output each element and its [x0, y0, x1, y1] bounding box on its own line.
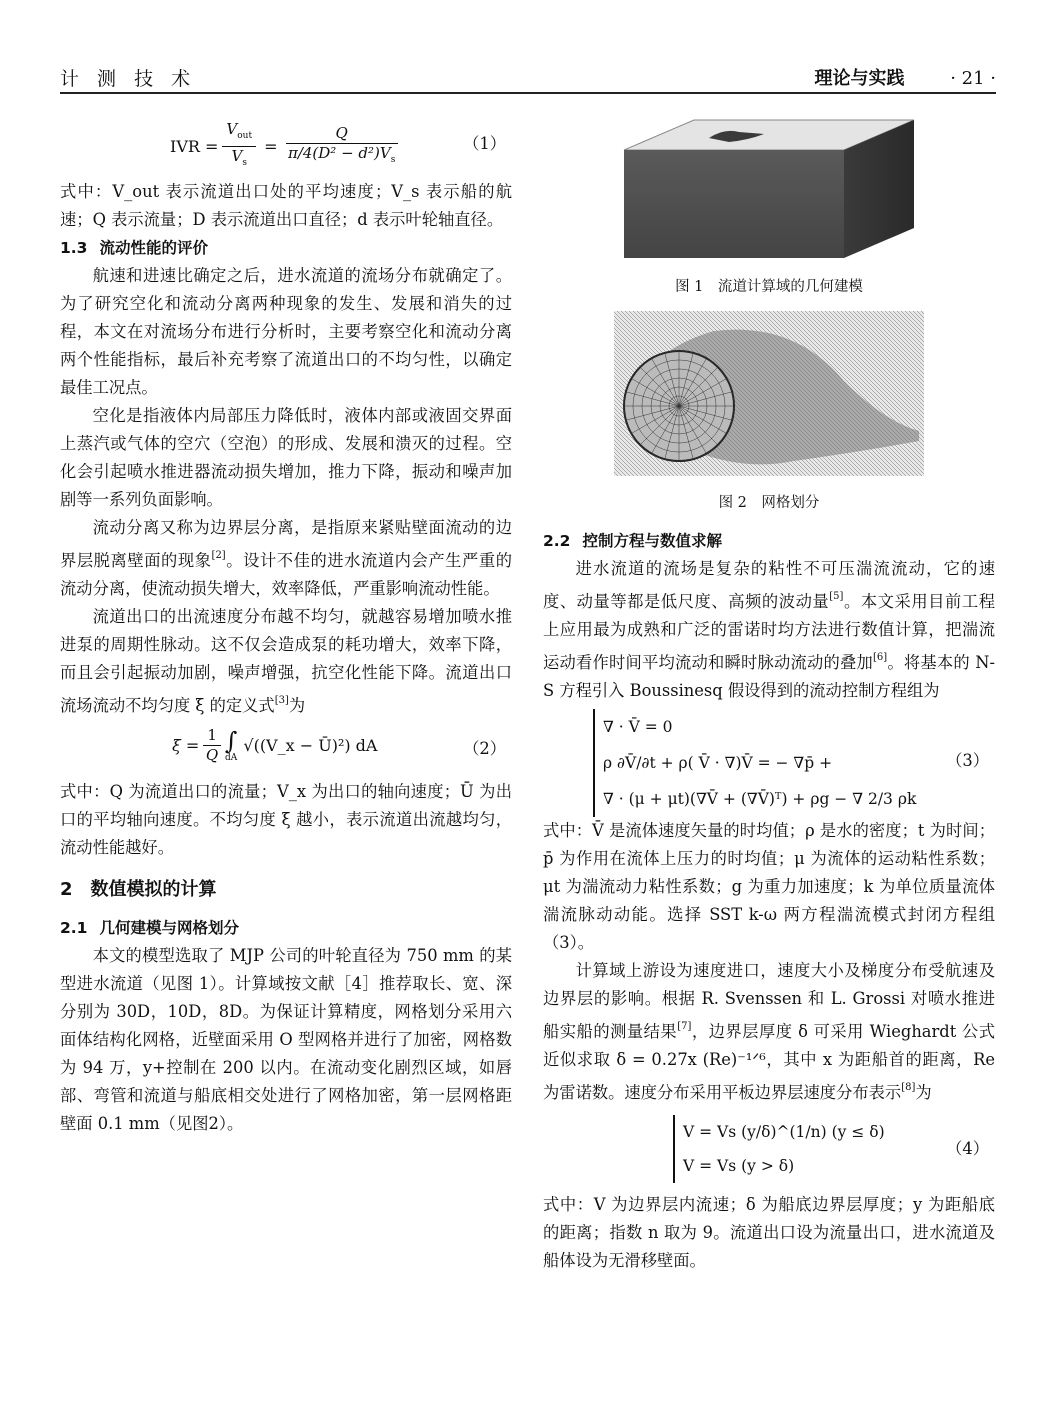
- eq2-num: 1: [203, 726, 221, 746]
- section-2-2-number: 2.2: [543, 532, 571, 550]
- eq2-number: （2）: [463, 739, 506, 758]
- citation-7: [7]: [677, 1021, 692, 1032]
- figure-1: [543, 110, 995, 269]
- paragraph-7-text-c: 。将基本的 N-S 方程引入 Boussinesq 假设得到的流动控制方程组为: [543, 653, 995, 700]
- journal-name: 计 测 技 术: [60, 68, 197, 90]
- figure-1-caption: 图 1 流道计算域的几何建模: [675, 279, 863, 295]
- section-2-1-heading: [60, 914, 512, 942]
- equation-2: [60, 720, 512, 778]
- equation-1: [60, 110, 512, 178]
- paragraph-7: [543, 555, 995, 705]
- eq3-number: （3）: [946, 751, 989, 770]
- paragraph-3-text-a: 流动分离又称为边界层分离，是指原来紧贴壁面流动的边界层脱离壁面的现象: [60, 518, 512, 570]
- paragraph-9: [543, 957, 995, 1107]
- paragraph-5: 式中：Q 为流道出口的流量；V_x 为出口的轴向速度；Ū 为出口的平均轴向速度。不均匀度 ξ 越小，表示流道出流越均匀，流动性能越好。: [60, 782, 512, 857]
- paragraph-1: 航速和进速比确定之后，进水流道的流场分布就确定了。为了研究空化和流动分离两种现象的发生、发展和消失的过程，本文在对流场分布进行分析时，主要考察空化和流动分离两个性能指标，最后补充考察了流道出口的不均匀性，以确定最佳工况点。: [60, 266, 512, 397]
- paragraph-3: [60, 514, 512, 603]
- paragraph-9-text-a: 计算域上游设为速度进口，速度大小及梯度分布受航速及边界层的影响。根据 R. Svenssen 和 L. Grossi 对喷水推进船实船的测量结果: [543, 961, 995, 1041]
- figure-2-image: [614, 311, 924, 476]
- eq4-line-1: V = Vs (y/δ)^(1/n) (y ≤ δ): [683, 1123, 885, 1141]
- eq1-frac1-den: V: [231, 147, 243, 165]
- page-number: · 21 ·: [950, 68, 996, 89]
- eq1-definition: 式中：V_out 表示流道出口处的平均速度；V_s 表示船的航速；Q 表示流量；D 表示流道出口直径；d 表示叶轮轴直径。: [60, 182, 512, 229]
- section-2-number: 2: [60, 879, 73, 900]
- eq1-equals: =: [264, 136, 278, 156]
- paragraph-9-text-c: 为: [915, 1083, 932, 1102]
- paragraph-4-text-b: 为: [288, 696, 306, 715]
- paragraph-2: 空化是指液体内局部压力降低时，液体内部或液固交界面上蒸汽或气体的空穴（空泡）的形成、发展和溃灭的过程。空化会引起喷水推进器流动损失增加，推力下降，振动和噪声加剧等一系列负面影响。: [60, 406, 512, 509]
- eq2-frac: [203, 726, 221, 765]
- left-column: [60, 110, 512, 1138]
- eq1-frac2: [286, 124, 398, 170]
- section-2-1-title: 几何建模与网格划分: [99, 919, 239, 937]
- equation-3: [543, 705, 995, 817]
- section-name: 理论与实践: [814, 68, 905, 89]
- eq3-line-2: ρ ∂V̄/∂t + ρ( V̄ · ∇)V̄ = − ∇p̄ +: [603, 754, 833, 772]
- section-2-2-title: 控制方程与数值求解: [582, 532, 722, 550]
- paragraph-7-text-a: 进水流道的流场是复杂的粘性不可压湍流流动，它的速度、动量等都是低尺度、高频的波动量: [543, 559, 995, 611]
- eq1-frac2-num: Q: [335, 123, 348, 142]
- eq2-body: √((V_x − Ū)²) dA: [243, 735, 378, 755]
- section-2-heading: [60, 876, 512, 904]
- section-2-2-heading: [543, 527, 995, 555]
- figure-2: [543, 311, 995, 485]
- figure-2-caption: 图 2 网格划分: [718, 495, 820, 511]
- citation-5: [5]: [829, 591, 844, 602]
- paragraph-6: 本文的模型选取了 MJP 公司的叶轮直径为 750 mm 的某型进水流道（见图 1）。计算域按文献［4］推荐取长、宽、深分别为 30D，10D，8D。为保证计算精度，网格划分采用六面体结构化网格，近壁面采用 O 型网格并进行了加密，网格数为 94 万，y+控制在 200 以内。在流动变化剧烈区域，如唇部、弯管和流道与船底相交处进行了网格加密，第一层网格距壁面 0.1 mm（见图2）。: [60, 946, 512, 1133]
- section-2-title: 数值模拟的计算: [90, 879, 217, 900]
- eq2-integral-sign: ∫: [224, 726, 238, 755]
- eq2-lhs: ξ =: [172, 735, 200, 755]
- eq1-lhs: IVR =: [170, 136, 219, 156]
- eq1-frac1: [222, 120, 256, 173]
- header-right: [814, 64, 996, 90]
- eq4-number: （4）: [946, 1139, 989, 1158]
- paragraph-8: 式中：V̄ 是流体速度矢量的时均值；ρ 是水的密度；t 为时间；p̄ 为作用在流体上压力的时均值；μ 为流体的运动粘性系数；μt 为湍流动力粘性系数；g 为重力加速度；k 为单位质量流体湍流脉动动能。选择 SST k-ω 两方程湍流模式封闭方程组（3）。: [543, 821, 995, 952]
- eq3-line-3: ∇ · (μ + μt)(∇V̄ + (∇V̄)ᵀ) + ρg − ∇ 2/3 ρk: [603, 790, 917, 808]
- section-1-3-number: 1.3: [60, 239, 88, 257]
- eq2-integral: [224, 726, 238, 763]
- paragraph-4-text-a: 流道出口的出流速度分布越不均匀，就越容易增加喷水推进泵的周期性脉动。这不仅会造成泵的耗功增大，效率下降，而且会引起振动加剧，噪声增强，抗空化性能下降。流道出口流场流动不均匀度 ξ 的定义式: [60, 607, 512, 715]
- citation-2: [2]: [211, 550, 226, 561]
- paragraph-4: [60, 603, 512, 720]
- paragraph-10: 式中：V 为边界层内流速；δ 为船底边界层厚度；y 为距船底的距离；指数 n 取为 9。流道出口设为流量出口，进水流道及船体设为无滑移壁面。: [543, 1195, 995, 1270]
- eq2-integral-sub: dA: [224, 752, 238, 763]
- eq1-number: （1）: [463, 134, 506, 153]
- eq1-frac1-den-sub: s: [242, 158, 247, 168]
- page-header: [60, 62, 996, 94]
- eq1-frac1-num: V: [226, 120, 238, 138]
- eq1-frac1-num-sub: out: [237, 131, 253, 141]
- section-1-3-heading: [60, 234, 512, 262]
- paragraph-9-text-b: ，边界层厚度 δ 可采用 Wieghardt 公式近似求取 δ = 0.27x (Re)⁻¹ᐟ⁶，其中 x 为距船首的距离，Re 为雷诺数。速度分布采用平板边界层速度分布表示: [543, 1022, 995, 1102]
- paragraph-3-text-b: 。设计不佳的进水流道内会产生严重的流动分离，使流动损失增大，效率降低，严重影响流动性能。: [60, 551, 512, 598]
- citation-3: [3]: [274, 695, 289, 706]
- citation-6: [6]: [872, 652, 888, 663]
- section-1-3-title: 流动性能的评价: [99, 239, 208, 257]
- section-2-1-number: 2.1: [60, 919, 88, 937]
- eq2-den: Q: [205, 746, 219, 764]
- eq1-frac2-den: π/4(D² − d²)V: [287, 143, 391, 162]
- eq4-line-2: V = Vs (y > δ): [683, 1157, 795, 1175]
- equation-4: [543, 1107, 995, 1191]
- citation-8: [8]: [901, 1082, 916, 1093]
- figure-1-image: [614, 110, 924, 260]
- eq3-line-1: ∇ · V̄ = 0: [603, 718, 673, 736]
- paragraph-7-text-b: 。本文采用目前工程上应用最为成熟和广泛的雷诺时均方法进行数值计算，把湍流运动看作时间平均流动和瞬时脉动流动的叠加: [543, 592, 995, 672]
- eq1-frac2-den-sub: s: [390, 154, 396, 165]
- right-column: [543, 110, 995, 1275]
